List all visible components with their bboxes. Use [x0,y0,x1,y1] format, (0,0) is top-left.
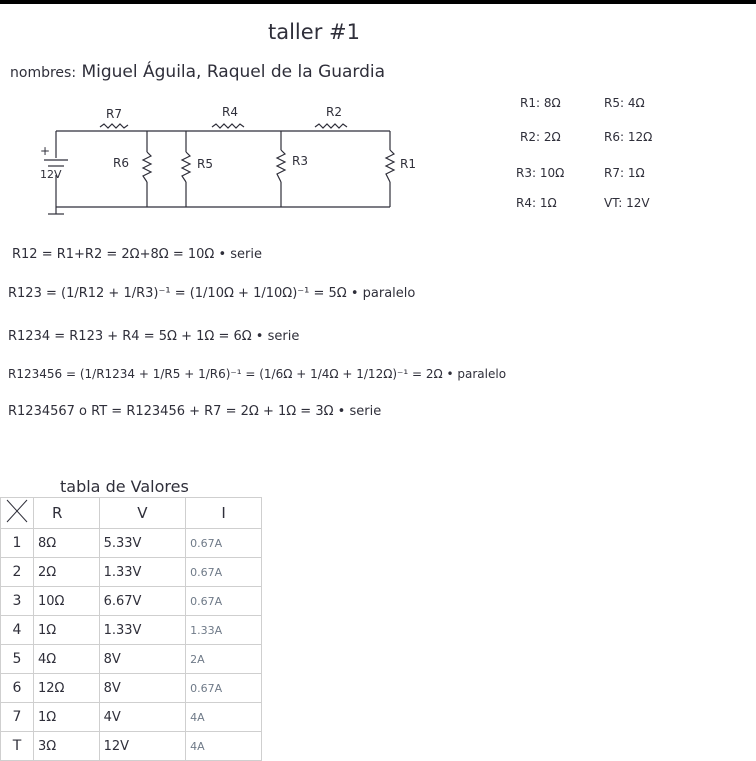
row-id: 3 [1,587,34,616]
cross-mark-icon [5,498,29,524]
cell-i: 0.67A [186,558,262,587]
cell-r: 8Ω [34,529,100,558]
given-vt: VT: 12V [604,196,650,210]
cell-v: 8V [99,674,186,703]
row-id: T [1,732,34,761]
cell-v: 12V [99,732,186,761]
cell-r: 1Ω [34,616,100,645]
names-value: Miguel Águila, Raquel de la Guardia [81,62,386,82]
table-row [1,732,262,761]
row-id: 2 [1,558,34,587]
given-r5: R5: 4Ω [604,96,645,110]
table-row [1,674,262,703]
equation-r1234: R1234 = R123 + R4 = 5Ω + 1Ω = 6Ω • serie [8,329,300,344]
header-r: R [34,498,100,529]
row-id: 5 [1,645,34,674]
cell-r: 3Ω [34,732,100,761]
row-id: 6 [1,674,34,703]
equation-r123: R123 = (1/R12 + 1/R3)⁻¹ = (1/10Ω + 1/10Ω)⁻¹ = 5Ω • paralelo [8,286,416,301]
r7-label: R7 [106,107,122,121]
battery-plus-sign: + [40,144,51,158]
cell-i: 4A [186,703,262,732]
r6-label: R6 [113,156,129,170]
table-corner-cross [1,498,34,529]
cell-i: 2A [186,645,262,674]
given-r2: R2: 2Ω [520,130,561,144]
given-r7: R7: 1Ω [604,166,645,180]
row-id: 4 [1,616,34,645]
equation-r123456: R123456 = (1/R1234 + 1/R5 + 1/R6)⁻¹ = (1/6Ω + 1/4Ω + 1/12Ω)⁻¹ = 2Ω • paralelo [8,367,507,381]
cell-r: 1Ω [34,703,100,732]
names-label: nombres: [10,65,77,81]
cell-r: 12Ω [34,674,100,703]
table-row [1,529,262,558]
table-title: tabla de Valores [60,477,189,496]
table-row [1,703,262,732]
cell-r: 4Ω [34,645,100,674]
cell-i: 4A [186,732,262,761]
cell-v: 8V [99,645,186,674]
cell-v: 1.33V [99,616,186,645]
cell-r: 10Ω [34,587,100,616]
equation-r12: R12 = R1+R2 = 2Ω+8Ω = 10Ω • serie [12,247,262,262]
r4-label: R4 [222,105,238,119]
cell-v: 5.33V [99,529,186,558]
header-v: V [99,498,186,529]
cell-v: 4V [99,703,186,732]
given-r1: R1: 8Ω [520,96,561,110]
cell-i: 1.33A [186,616,262,645]
cell-v: 6.67V [99,587,186,616]
equation-rt: R1234567 o RT = R123456 + R7 = 2Ω + 1Ω = 3Ω • serie [8,404,382,419]
table-header-row [1,498,262,529]
table-row [1,558,262,587]
given-r6: R6: 12Ω [604,130,653,144]
r5-label: R5 [197,157,213,171]
row-id: 1 [1,529,34,558]
given-r4: R4: 1Ω [516,196,557,210]
cell-i: 0.67A [186,587,262,616]
table-row [1,645,262,674]
values-table [0,497,262,761]
battery-label: 12V [40,168,62,181]
table-row [1,587,262,616]
r1-label: R1 [400,157,416,171]
row-id: 7 [1,703,34,732]
cell-i: 0.67A [186,674,262,703]
table-row [1,616,262,645]
page-title: taller #1 [268,20,360,44]
given-r3: R3: 10Ω [516,166,565,180]
cell-r: 2Ω [34,558,100,587]
cell-v: 1.33V [99,558,186,587]
cell-i: 0.67A [186,529,262,558]
header-i: I [186,498,262,529]
r2-label: R2 [326,105,342,119]
r3-label: R3 [292,154,308,168]
